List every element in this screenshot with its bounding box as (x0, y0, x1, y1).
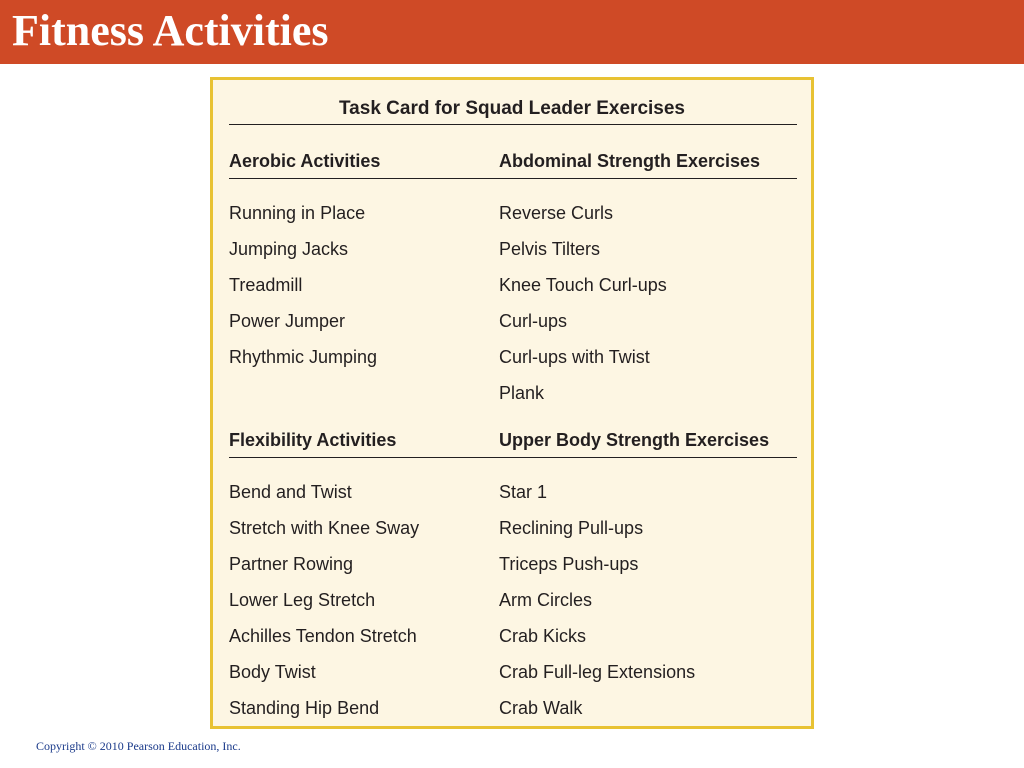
list-flexibility (229, 474, 419, 726)
list-item: Crab Kicks (499, 626, 587, 646)
list-item: Pelvis Tilters (499, 239, 601, 259)
title-divider (229, 124, 797, 125)
list-item: Triceps Push-ups (499, 554, 639, 574)
list-item: Star 1 (499, 482, 548, 502)
list-item: Rhythmic Jumping (229, 347, 378, 367)
list-item: Body Twist (229, 662, 316, 682)
list-item: Stretch with Knee Sway (229, 518, 420, 538)
list-abdominal (499, 195, 667, 411)
list-item: Power Jumper (229, 311, 346, 331)
list-item: Reverse Curls (499, 203, 614, 223)
list-item: Reclining Pull-ups (499, 518, 644, 538)
section-2-divider (229, 457, 797, 458)
column-heading-upper-body: Upper Body Strength Exercises (499, 430, 770, 450)
column-abdominal (499, 150, 797, 403)
column-heading-abdominal: Abdominal Strength Exercises (499, 151, 761, 171)
list-item: Treadmill (229, 275, 303, 295)
list-item: Curl-ups with Twist (499, 347, 650, 367)
copyright-notice: Copyright © 2010 Pearson Education, Inc. (36, 739, 241, 753)
section-1-divider (229, 178, 797, 179)
list-item: Lower Leg Stretch (229, 590, 376, 610)
list-item: Crab Full-leg Extensions (499, 662, 696, 682)
slide-title: Fitness Activities (12, 6, 329, 55)
list-item: Curl-ups (499, 311, 568, 331)
list-item: Plank (499, 383, 545, 403)
task-card-title: Task Card for Squad Leader Exercises (338, 98, 686, 119)
list-item: Achilles Tendon Stretch (229, 626, 417, 646)
column-heading-flexibility: Flexibility Activities (229, 430, 397, 450)
list-item: Knee Touch Curl-ups (499, 275, 667, 295)
list-item: Jumping Jacks (229, 239, 349, 259)
list-item: Bend and Twist (229, 482, 352, 502)
column-upper-body (499, 429, 797, 718)
list-item: Arm Circles (499, 590, 592, 610)
column-flexibility (229, 429, 499, 718)
list-item: Partner Rowing (229, 554, 354, 574)
task-card (210, 77, 814, 729)
column-heading-aerobic: Aerobic Activities (229, 151, 381, 171)
list-item: Running in Place (229, 203, 366, 223)
list-upper-body (499, 474, 695, 726)
list-item: Standing Hip Bend (229, 698, 380, 718)
title-bar (0, 0, 1024, 64)
list-aerobic (229, 195, 377, 375)
column-aerobic (229, 150, 499, 367)
list-item: Crab Walk (499, 698, 583, 718)
